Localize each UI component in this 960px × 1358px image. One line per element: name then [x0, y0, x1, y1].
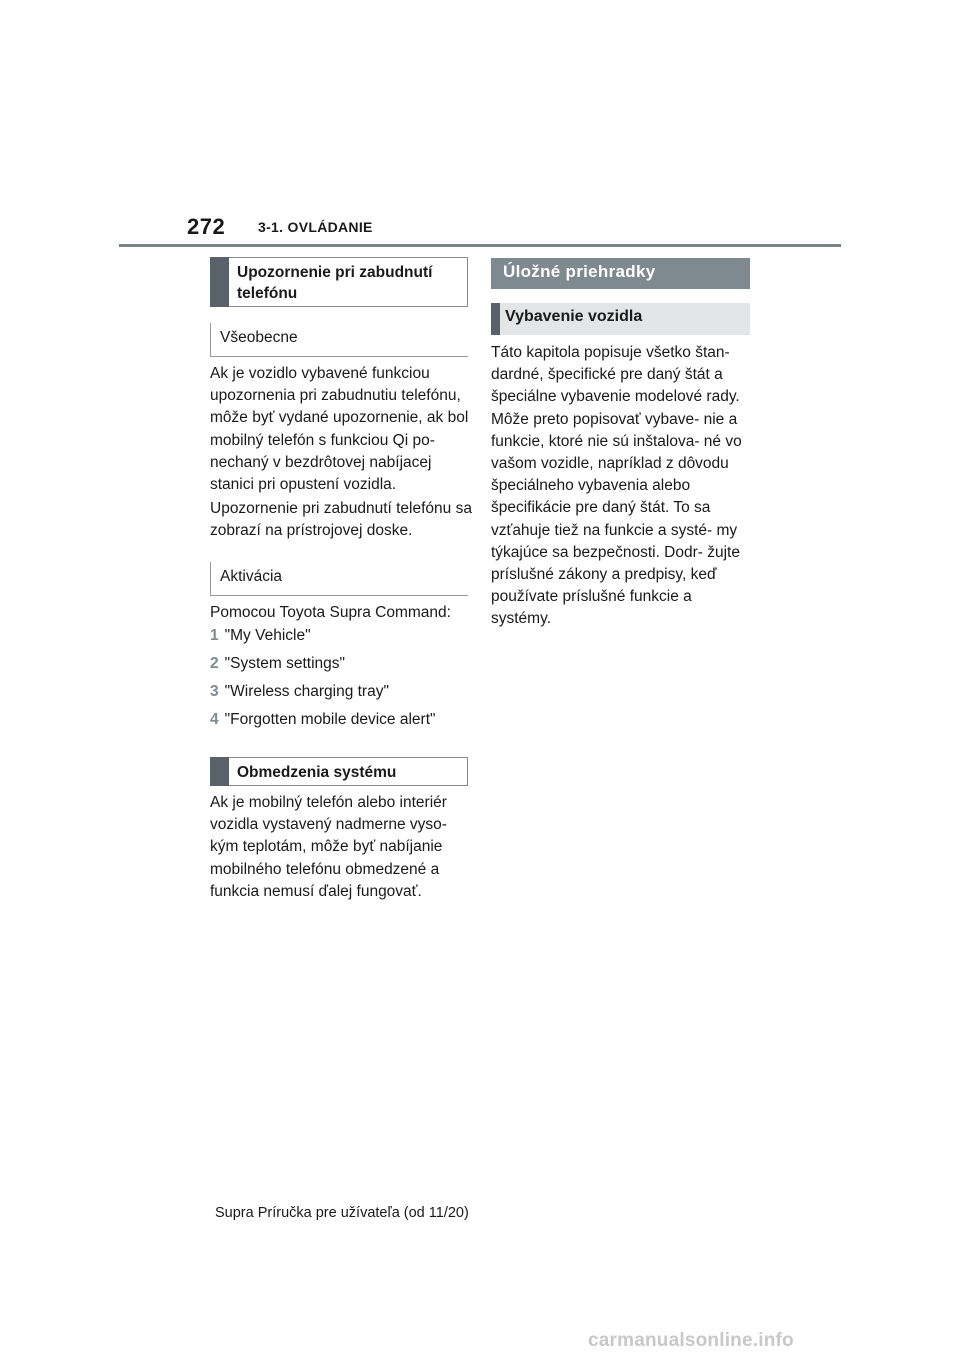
- step-item: [210, 683, 389, 701]
- heading-bar: [210, 757, 229, 786]
- footer-text: Supra Príručka pre užívateľa (od 11/20): [215, 1205, 469, 1221]
- step-item: [210, 655, 345, 673]
- paragraph-system-limits: Ak je mobilný telefón alebo interiér vozidla vystavený nadmerne vyso- kým teplotám, môže byť nabíjanie mobilného telefónu obmedzené a funkcia nemusí ďalej fungovať.: [210, 794, 447, 900]
- section-title: 3-1. OVLÁDANIE: [258, 219, 373, 235]
- heading-text: Upozornenie pri zabudnutí telefónu: [237, 264, 433, 302]
- step-number: 1: [210, 627, 219, 644]
- subheading-activation: Aktivácia: [210, 562, 468, 596]
- heading-system-limits: [210, 757, 468, 786]
- page-number: 272: [187, 214, 226, 239]
- step-text: "My Vehicle": [224, 627, 311, 644]
- step-number: 3: [210, 683, 219, 700]
- step-item: [210, 711, 436, 729]
- heading-forgotten-phone-alert: [210, 257, 468, 307]
- watermark: carmanualsonline.info: [588, 1330, 794, 1351]
- paragraph-alert-display: Upozornenie pri zabudnutí telefónu sa zobrazí na prístrojovej doske.: [210, 500, 472, 540]
- step-text: "System settings": [224, 655, 346, 672]
- step-number: 4: [210, 711, 219, 728]
- subheading-general: Všeobecne: [210, 323, 468, 357]
- heading-bar: [210, 257, 229, 307]
- paragraph-equipment-note: Táto kapitola popisuje všetko štan- dardné, špecifické pre daný štát a špeciálne vybavenie modelové rady. Môže preto popisovať vybave- nie a funkcie, ktoré nie sú inštalova- né vo vašom vozidle, napríklad z dôvodu špeciálneho vybavenia alebo špecifikácie pre daný štát. To sa vzťahuje tiež na funkcie a systé- my týkajúce sa bezpečnosti. Dodr- žujte príslušné zákony a predpisy, keď používate príslušné funkcie a systémy.: [491, 344, 742, 628]
- heading-vehicle-equipment: [491, 303, 750, 335]
- heading-storage-compartments: Úložné priehradky: [491, 258, 750, 289]
- heading-text: Vybavenie vozidla: [505, 308, 643, 325]
- paragraph-command-intro: Pomocou Toyota Supra Command:: [210, 604, 451, 621]
- header-rule: [119, 244, 841, 247]
- step-text: "Wireless charging tray": [224, 683, 389, 700]
- heading-text: Obmedzenia systému: [237, 764, 397, 781]
- heading-bar: [491, 303, 500, 335]
- paragraph-alert-description: Ak je vozidlo vybavené funkciou upozornenia pri zabudnutiu telefónu, môže byť vydané upozornenie, ak bol mobilný telefón s funkciou Qi po- nechaný v bezdrôtovej nabíjacej stanici pri opustení vozidla.: [210, 365, 469, 494]
- step-item: [210, 627, 311, 645]
- step-text: "Forgotten mobile device alert": [224, 711, 436, 728]
- step-number: 2: [210, 655, 219, 672]
